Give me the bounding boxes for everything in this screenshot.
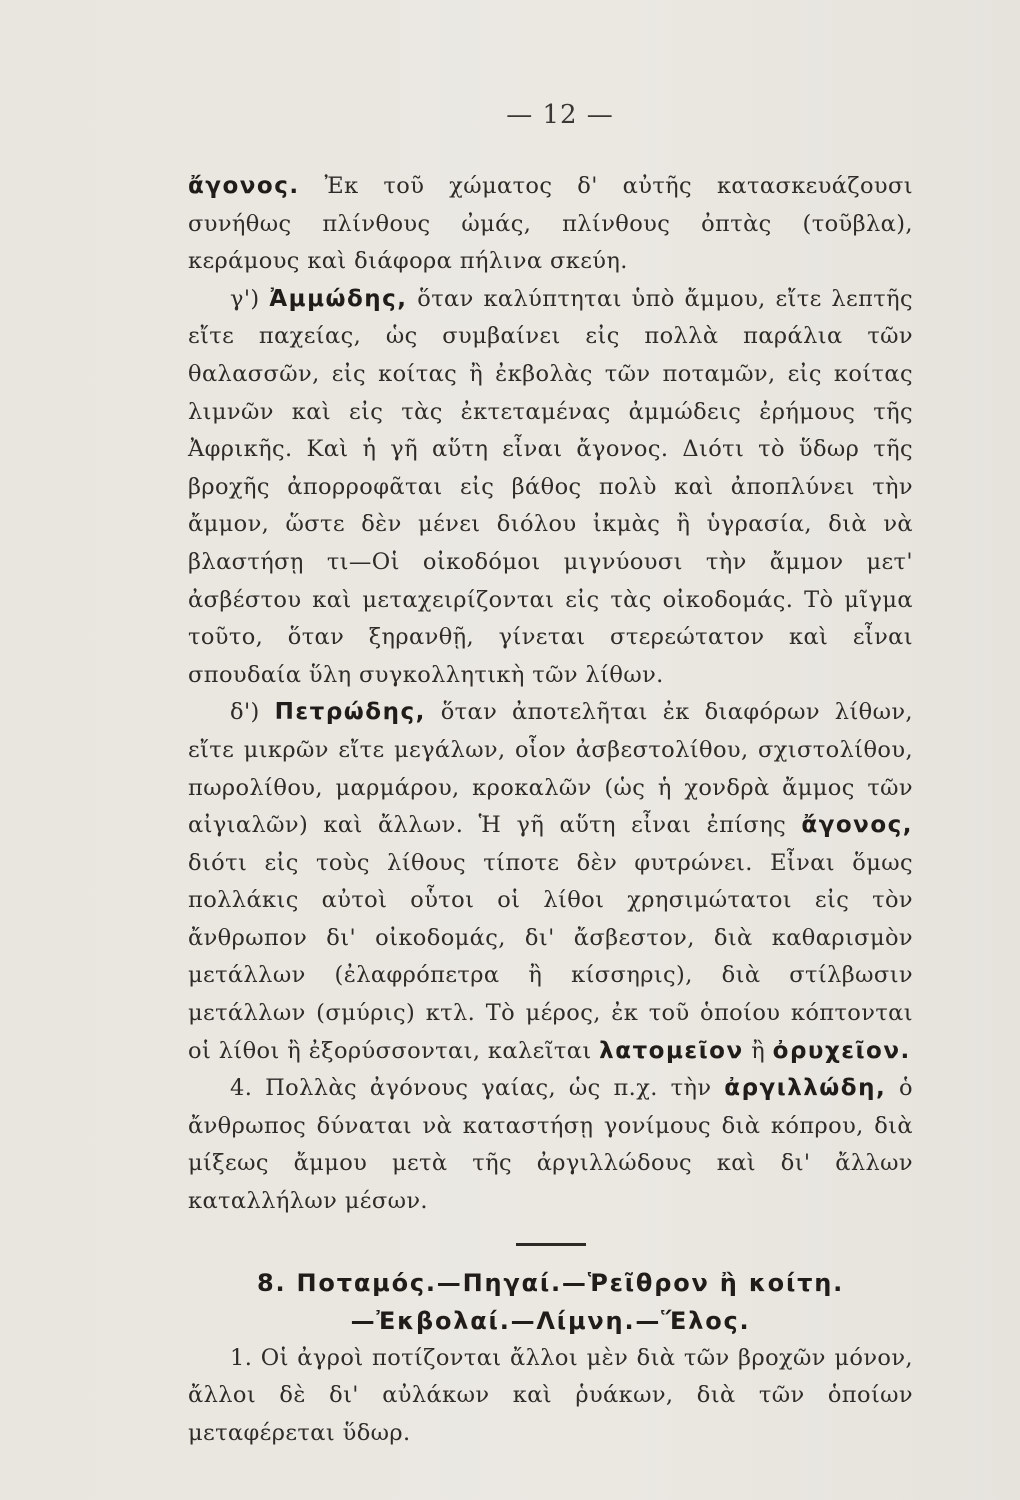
paragraph-text: ὁ ἄνθρωπος δύναται νὰ καταστήσῃ γονίμους διὰ κόπρου, διὰ μίξεως ἄμμου μετὰ τῆς ἀργιλλώδους καὶ δι' ἄλλων καταλλήλων μέσων. — [188, 1075, 914, 1215]
section-divider — [516, 1243, 586, 1246]
paragraph-text: ὅταν καλύπτηται ὑπὸ ἄμμου, εἴτε λεπτῆς εἴτε παχείας, ὡς συμβαίνει εἰς πολλὰ παράλια τῶν θαλασσῶν, εἰς κοίτας ἢ ἐκβολὰς τῶν ποταμῶν, εἰς κοίτας λιμνῶν καὶ εἰς τὰς ἐκτεταμένας ἀμμώδεις ἐρήμους τῆς Ἀφρικῆς. Καὶ ἡ γῆ αὕτη εἶναι ἄγονος. Διότι τὸ ὕδωρ τῆς βροχῆς ἀπορροφᾶται εἰς βάθος πολὺ καὶ ἀποπλύνει τὴν ἄμμον, ὥστε δὲν μένει διόλου ἰκμὰς ἢ ὑγρασία, διὰ νὰ βλαστήσῃ τι—Οἱ οἰκοδόμοι μιγνύουσι τὴν ἄμμον μετ' ἀσβέστου καὶ μεταχειρίζονται εἰς τὰς οἰκοδομάς. Τὸ μῖγμα τοῦτο, ὅταν ξηρανθῇ, γίνεται στερεώτατον καὶ εἶναι σπουδαία ὕλη συγκολλητικὴ τῶν λίθων. — [188, 285, 913, 688]
bold-term: ἄγονος. — [188, 173, 300, 199]
bold-term: ἄγονος, — [801, 812, 913, 839]
paragraph-text: Ἐκ τοῦ χώματος δ' αὐτῆς κατασκευάζουσι συνήθως πλίνθους ὠμάς, πλίνθους ὀπτὰς (τοῦβλα), κεράμους καὶ διάφορα πήλινα σκεύη. — [188, 173, 913, 275]
paragraph-text: διότι εἰς τοὺς λίθους τίποτε δὲν φυτρώνει. Εἶναι ὅμως πολλάκις αὐτοὶ οὗτοι οἱ λίθοι χρησιμώτατοι εἰς τὸν ἄνθρωπον δι' οἰκοδομάς, δι' ἄσβεστον, διὰ καθαρισμὸν μετάλλων (ἐλαφρόπετρα ἢ κίσσηρις), διὰ στίλβωσιν μετάλλων (σμύρις) κτλ. Τὸ μέρος, ἐκ τοῦ ὁποίου κόπτονται οἱ λίθοι ἢ ἐξορύσσονται, καλεῖται — [188, 849, 913, 1064]
paragraph-point-4 — [188, 1070, 913, 1220]
paragraph-text: ἢ — [743, 1037, 773, 1064]
paragraph-text: ὅταν ἀποτελῆται ἐκ διαφόρων λίθων, εἴτε μικρῶν εἴτε μεγάλων, οἷον ἀσβεστολίθου, σχιστολίθου, πωρολίθου, μαρμάρου, κροκαλῶν (ὡς ἡ χονδρὰ ἄμμος τῶν αἰγιαλῶν) καὶ ἄλλων. Ἡ γῆ αὕτη εἶναι ἐπίσης — [188, 699, 913, 839]
item-marker: γ') — [230, 285, 270, 312]
page-number: — 12 — — [506, 100, 614, 130]
section-heading-line-2: —Ἐκβολαί.—Λίμνη.—Ἕλος. — [350, 1306, 751, 1335]
paragraph-section-8-point-1 — [188, 1340, 913, 1453]
bold-term: λατομεῖον — [599, 1037, 744, 1064]
paragraph-clay-soil-end — [188, 168, 913, 281]
bold-term: ἀργιλλώδη, — [724, 1075, 887, 1102]
bold-term: Ἀμμώδης, — [269, 285, 408, 312]
bold-term: Πετρώδης, — [274, 699, 426, 726]
section-heading-line-1: 8. Ποταμός.—Πηγαί.—Ῥεῖθρον ἢ κοίτη. — [256, 1268, 845, 1297]
paragraph-text: 4. Πολλὰς ἀγόνους γαίας, ὡς π.χ. τὴν — [230, 1075, 725, 1102]
paragraph-sandy-soil — [188, 281, 913, 695]
paragraph-text: 1. Οἱ ἀγροὶ ποτίζονται ἄλλοι μὲν διὰ τῶν βροχῶν μόνον, ἄλλοι δὲ δι' αὐλάκων καὶ ῥυάκων, διὰ τῶν ὁποίων μεταφέρεται ὕδωρ. — [188, 1344, 913, 1446]
paragraph-stony-soil — [188, 694, 913, 1070]
item-marker: δ') — [230, 699, 275, 726]
page-body — [188, 168, 913, 1452]
bold-term: ὀρυχεῖον. — [772, 1037, 911, 1064]
